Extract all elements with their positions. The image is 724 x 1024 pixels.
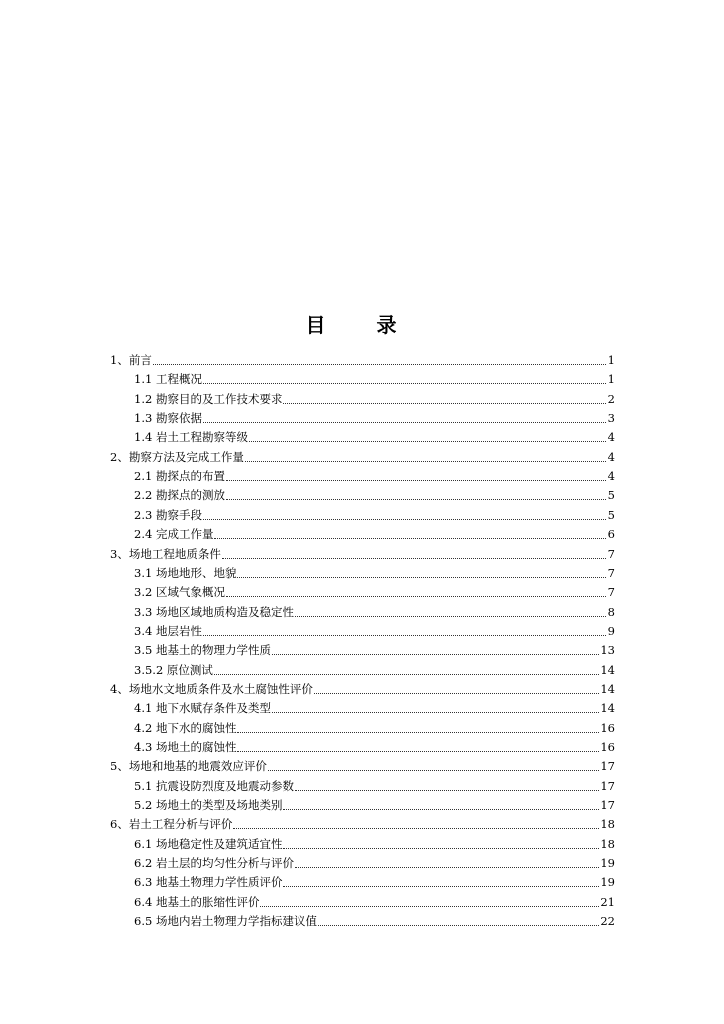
toc-entry-label: 3.5.2 原位测试 [134, 662, 213, 677]
toc-entry-label: 6.1 场地稳定性及建筑适宜性 [134, 836, 283, 851]
toc-leader-dots [237, 751, 599, 752]
toc-entry-label: 4、场地水文地质条件及水土腐蚀性评价 [110, 681, 313, 696]
toc-entry-page: 16 [600, 740, 615, 754]
toc-entry-label: 4.2 地下水的腐蚀性 [134, 720, 237, 735]
toc-leader-dots [272, 712, 599, 713]
toc-entry [134, 388, 615, 407]
toc-leader-dots [203, 383, 606, 384]
toc-leader-dots [245, 461, 606, 462]
toc-leader-dots [226, 480, 606, 481]
toc-entry [134, 717, 615, 736]
toc-entry-page: 6 [607, 527, 615, 542]
toc-entry [110, 813, 615, 832]
toc-entry [134, 852, 615, 871]
toc-entry [134, 620, 615, 639]
toc-leader-dots [249, 441, 606, 442]
toc-leader-dots [222, 558, 606, 559]
toc-entry-page: 16 [600, 720, 615, 735]
toc-entry [134, 775, 615, 794]
toc-leader-dots [226, 596, 606, 597]
toc-leader-dots [226, 499, 606, 500]
toc-entry-label: 3.5 地基土的物理力学性质 [134, 643, 271, 658]
toc-entry-page: 14 [600, 701, 615, 716]
toc-leader-dots [283, 886, 599, 887]
toc-entry-label: 5、场地和地基的地震效应评价 [110, 759, 267, 774]
toc-leader-dots [283, 848, 599, 849]
toc-entry [134, 465, 615, 484]
toc-entry [134, 426, 615, 445]
toc-entry [134, 639, 615, 658]
toc-entry [134, 484, 615, 503]
toc-leader-dots [283, 403, 606, 404]
toc-entry-label: 6.2 岩土层的均匀性分析与评价 [134, 856, 294, 871]
toc-entry-page: 7 [607, 565, 615, 580]
toc-entry-page: 4 [607, 469, 615, 484]
toc-entry-label: 2.2 勘探点的测放 [134, 488, 225, 503]
toc-entry-page: 18 [600, 836, 615, 851]
toc-entry-page: 1 [607, 353, 615, 367]
toc-entry-page: 7 [607, 585, 615, 600]
toc-entry-label: 3.3 场地区域地质构造及稳定性 [134, 604, 294, 619]
toc-leader-dots [153, 364, 606, 365]
toc-entry [134, 910, 615, 929]
toc-entry-label: 3、场地工程地质条件 [110, 546, 221, 561]
toc-entry-label: 5.1 抗震设防烈度及地震动参数 [134, 778, 294, 793]
toc-entry [134, 833, 615, 852]
toc-entry-label: 6.4 地基土的胀缩性评价 [134, 894, 260, 909]
toc-entry-label: 6.5 场地内岩土物理力学指标建议值 [134, 914, 317, 929]
toc-leader-dots [318, 925, 599, 926]
toc-entry [134, 659, 615, 678]
toc-entry-label: 3.2 区域气象概况 [134, 585, 225, 600]
toc-entry [134, 891, 615, 910]
toc-entry [134, 736, 615, 755]
toc-entry [134, 504, 615, 523]
toc-entry [134, 368, 615, 387]
toc-entry-label: 2.3 勘察手段 [134, 507, 202, 522]
toc-entry-page: 8 [607, 604, 615, 619]
toc-entry-page: 19 [600, 875, 615, 890]
toc-entry-label: 1.4 岩土工程勘察等级 [134, 430, 248, 445]
toc-entry-page: 21 [600, 894, 615, 909]
toc-entry-page: 1 [607, 372, 615, 387]
toc-leader-dots [295, 790, 599, 791]
toc-leader-dots [214, 674, 599, 675]
toc-entry-page: 7 [607, 546, 615, 561]
toc-entry-page: 2 [607, 391, 615, 406]
toc-entry [134, 601, 615, 620]
toc-leader-dots [237, 732, 599, 733]
toc-entry-page: 18 [600, 817, 615, 832]
toc-leader-dots [295, 867, 599, 868]
toc-leader-dots [314, 693, 600, 694]
toc-entry-label: 6.3 地基土物理力学性质评价 [134, 875, 283, 890]
toc-entry-page: 17 [600, 778, 615, 793]
toc-entry [134, 581, 615, 600]
toc-leader-dots [233, 828, 599, 829]
toc-entry-label: 6、岩土工程分析与评价 [110, 817, 233, 832]
toc-title: 目 录 [305, 313, 419, 337]
toc-entry-page: 4 [607, 430, 615, 445]
toc-leader-dots [268, 770, 600, 771]
toc-entry-label: 1、前言 [110, 353, 152, 367]
toc-entry [134, 562, 615, 581]
toc-entry-page: 13 [600, 643, 615, 658]
toc-entry [134, 871, 615, 890]
toc-leader-dots [203, 422, 606, 423]
toc-entry-page: 14 [600, 681, 615, 696]
toc-entry-page: 22 [600, 914, 615, 929]
toc-leader-dots [295, 616, 606, 617]
toc-entry-page: 3 [607, 411, 615, 426]
toc-leader-dots [203, 519, 606, 520]
toc-leader-dots [260, 906, 599, 907]
toc-leader-dots [203, 635, 606, 636]
toc-entry-label: 2、勘察方法及完成工作量 [110, 449, 244, 464]
toc-leader-dots [283, 809, 599, 810]
toc-leader-dots [272, 654, 599, 655]
toc-entry-label: 2.1 勘探点的布置 [134, 469, 225, 484]
toc-entry [110, 678, 615, 697]
toc-leader-dots [214, 538, 606, 539]
toc-entry [134, 523, 615, 542]
toc-entry-label: 1.2 勘察目的及工作技术要求 [134, 391, 283, 406]
toc-entry-page: 14 [600, 662, 615, 677]
toc-entry [134, 407, 615, 426]
toc-entry [110, 755, 615, 774]
toc-entry-page: 19 [600, 856, 615, 871]
toc-entry-page: 4 [607, 449, 615, 464]
toc-entry [134, 794, 615, 813]
toc-entry-page: 5 [607, 488, 615, 503]
toc-entry [134, 697, 615, 716]
toc-entry [110, 446, 615, 465]
toc-entry-label: 5.2 场地土的类型及场地类别 [134, 798, 283, 813]
toc-entry-page: 17 [600, 759, 615, 774]
toc-entry-page: 17 [600, 798, 615, 813]
toc-entry-label: 1.1 工程概况 [134, 372, 202, 387]
toc-entry-label: 3.4 地层岩性 [134, 623, 202, 638]
toc-entry-label: 1.3 勘察依据 [134, 411, 202, 426]
toc-leader-dots [237, 577, 606, 578]
toc-entry [110, 349, 615, 368]
toc-entry-label: 3.1 场地地形、地貌 [134, 565, 237, 580]
toc-entry-label: 4.1 地下水赋存条件及类型 [134, 701, 271, 716]
toc-entry [110, 543, 615, 562]
toc-entry-label: 2.4 完成工作量 [134, 527, 214, 542]
toc-entry-page: 5 [607, 507, 615, 522]
toc-entry-label: 4.3 场地土的腐蚀性 [134, 740, 237, 754]
toc-entry-page: 9 [607, 623, 615, 638]
